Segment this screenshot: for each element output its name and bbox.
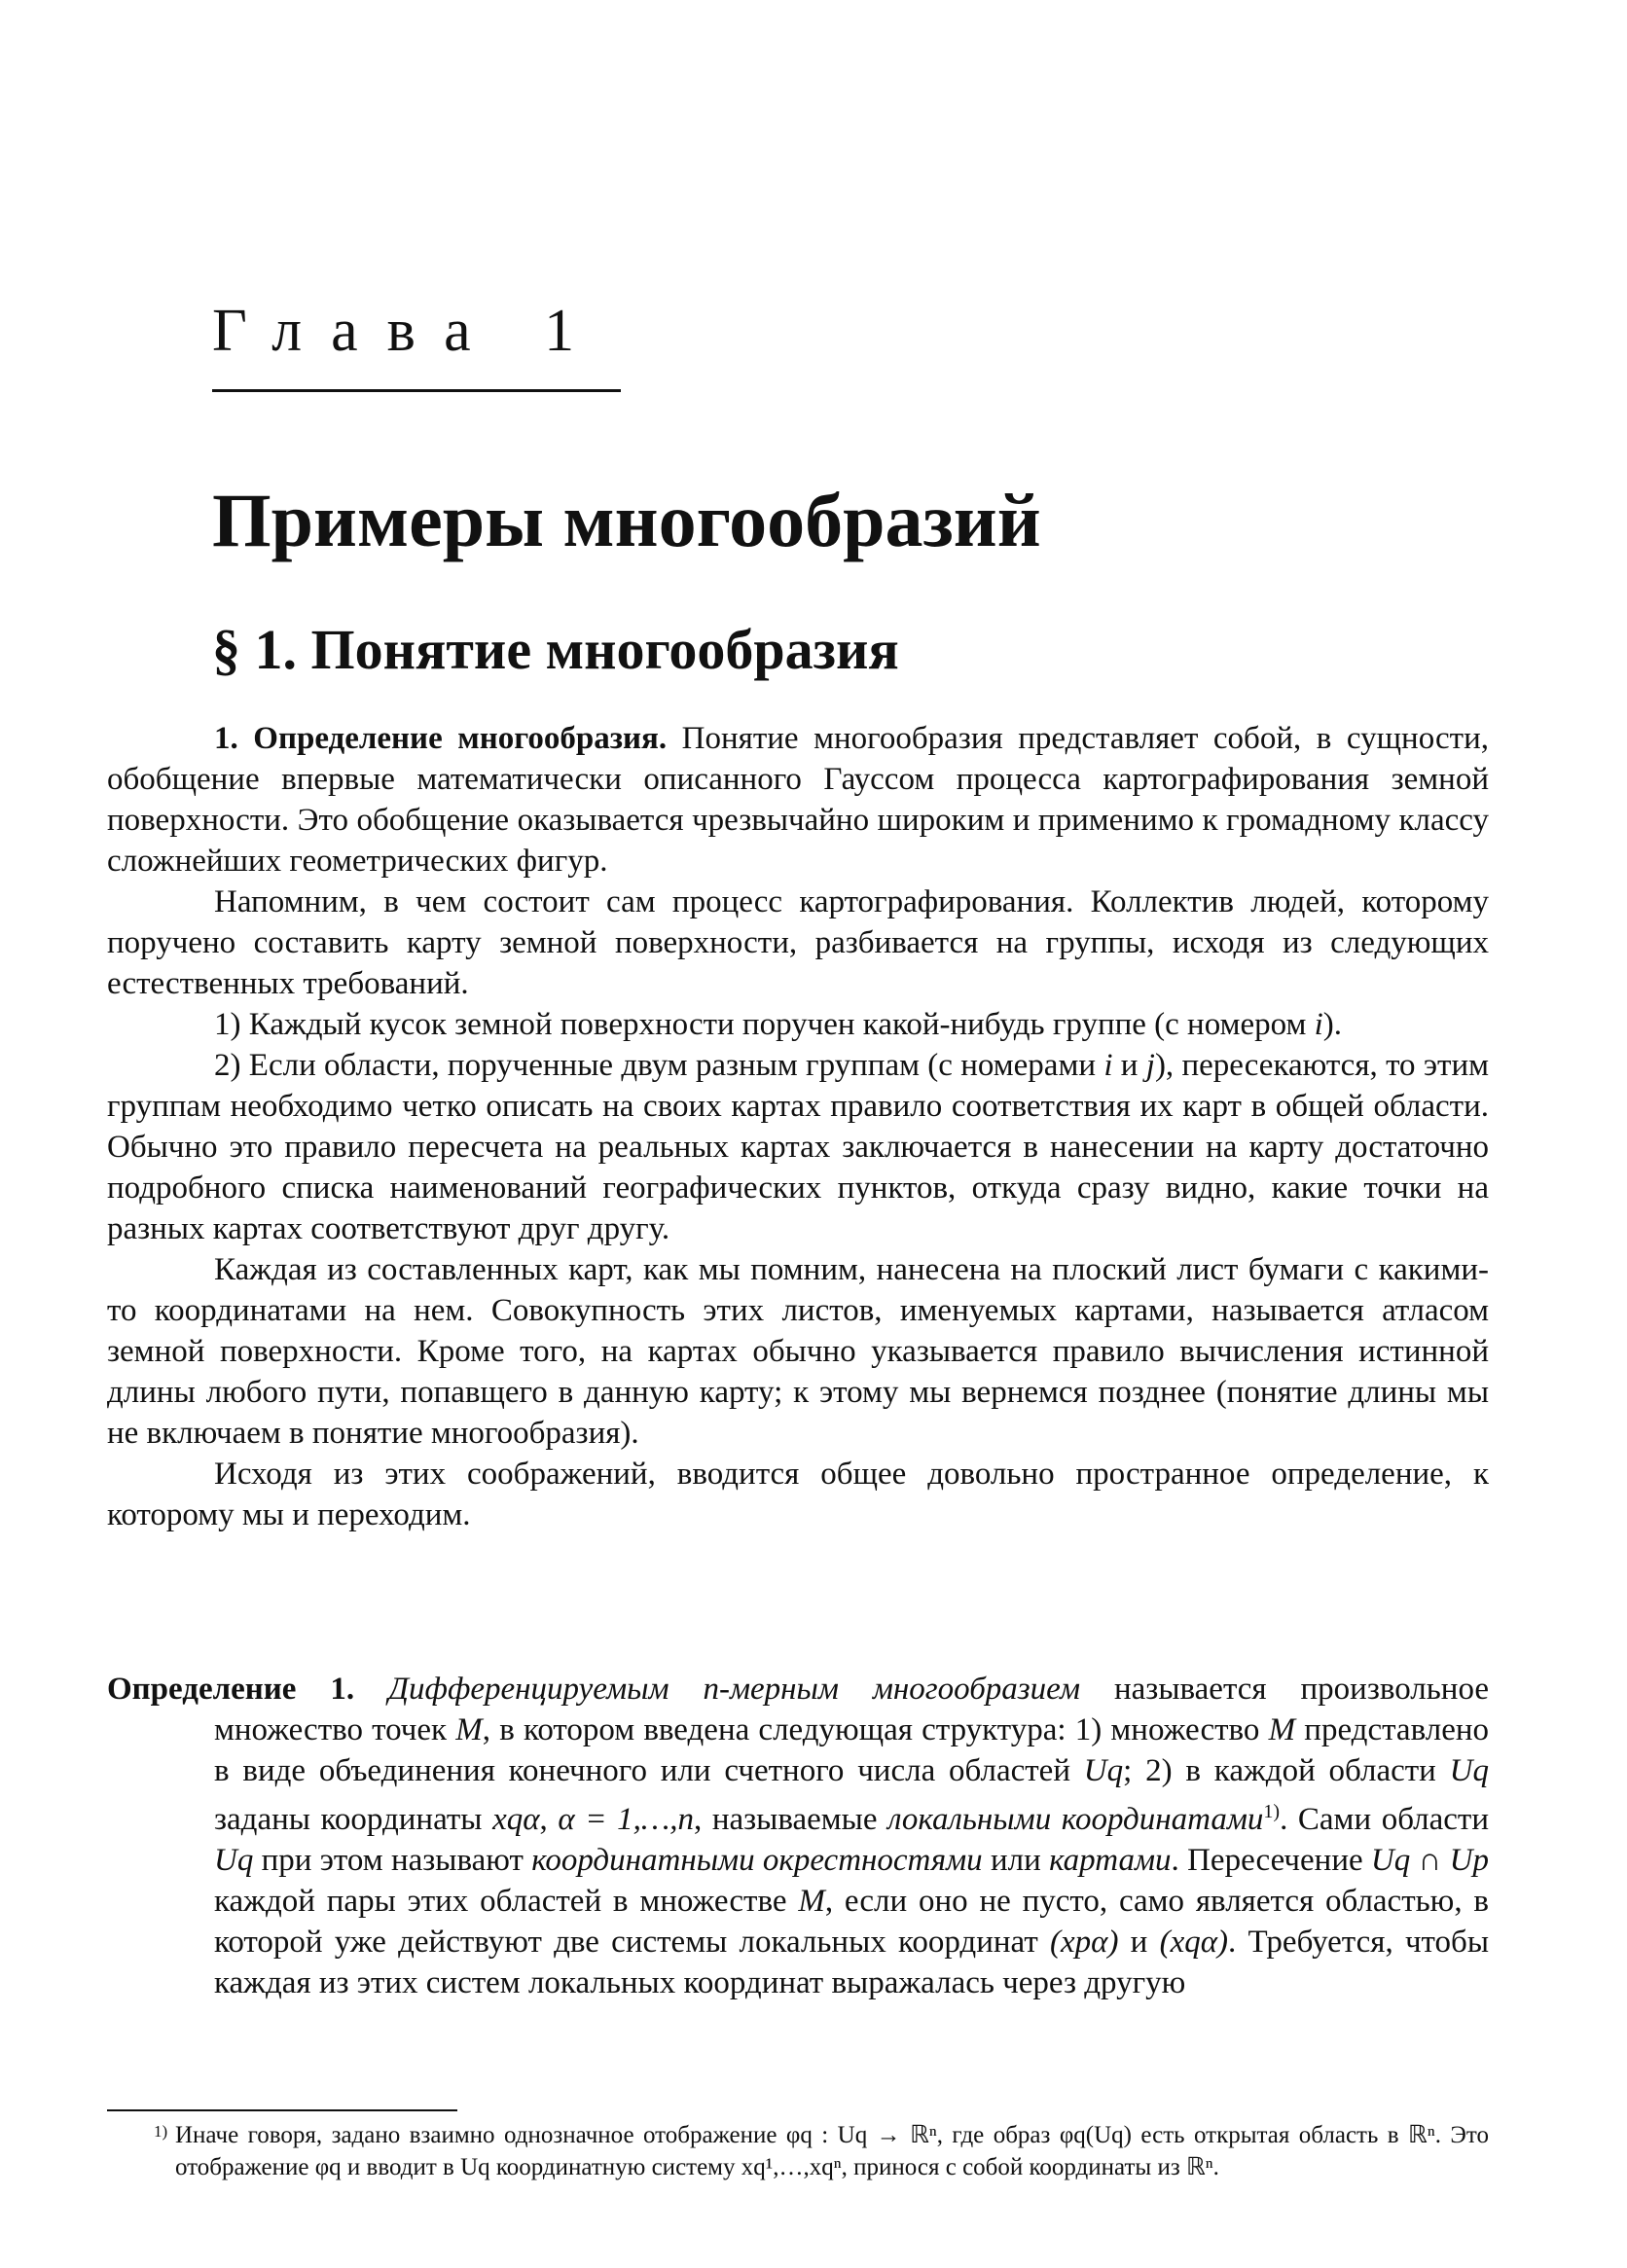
def-term: картами	[1049, 1843, 1172, 1878]
paragraph-6: Исходя из этих соображений, вводится общее довольно пространное определение, к которому мы и переходим.	[107, 1457, 1489, 1532]
definition-1	[107, 1669, 1489, 2003]
paragraph-text: ), пересекаются, то этим группам необходимо четко описать на своих картах правило соответствия их карт в общей области. Обычно это правило пересчета на реальных картах заключается в нанесении на карту достаточно подробного списка наименований географических пунктов, откуда сразу видно, какие точки на разных картах соответствуют друг другу.	[107, 1048, 1489, 1246]
footnote-mark: 1)	[154, 2122, 168, 2141]
chapter-title: Примеры многообразий	[212, 478, 1041, 562]
def-term: Дифференцируемым n-мерным многообразием	[388, 1672, 1081, 1707]
def-term: локальными координатами	[887, 1802, 1264, 1837]
chapter-label: Глава 1	[212, 298, 604, 364]
definition-head: Определение 1.	[107, 1672, 355, 1707]
math-var: (xpα)	[1049, 1925, 1119, 1960]
paragraph-4	[107, 1045, 1489, 1249]
math-var: i	[1103, 1048, 1113, 1083]
math-var: (xqα)	[1159, 1925, 1229, 1960]
paragraph-text: Понятие многообразия представляет собой, в сущности, обобщение впервые математически описанного Гауссом процесса картографирования земной поверхности. Это обобщение оказывается чрезвычайно широким и применимо к громадному классу сложнейших геометрических фигур.	[107, 721, 1489, 879]
def-text: ,	[539, 1802, 559, 1837]
paragraph-lead: 1. Определение многообразия.	[214, 721, 668, 756]
def-text: . Сами области	[1280, 1802, 1490, 1837]
paragraph-3	[107, 1004, 1489, 1045]
def-text: представлено в виде объединения конечного или счетного числа областей	[214, 1712, 1489, 1788]
section-title: § 1. Понятие многообразия	[212, 618, 899, 681]
def-text: , называемые	[694, 1802, 888, 1837]
math-var: Uq	[1449, 1753, 1489, 1788]
def-text: или	[982, 1843, 1050, 1878]
def-text: , в котором введена следующая структура: 1) множество	[482, 1712, 1269, 1747]
math-var: Uq	[214, 1843, 254, 1878]
footnote-ref[interactable]: 1)	[1263, 1801, 1281, 1822]
def-text: каждой пары этих областей в множестве	[214, 1884, 799, 1919]
def-text: заданы координаты	[214, 1802, 493, 1837]
paragraph-text: и	[1112, 1048, 1146, 1083]
def-text: . Требуется, чтобы каждая из этих систем локальных координат выражалась через другую	[214, 1925, 1489, 2000]
paragraph-text: ).	[1322, 1007, 1343, 1042]
def-text: и	[1118, 1925, 1160, 1960]
footnote-text: Иначе говоря, задано взаимно однозначное отображение φq : Uq → ℝⁿ, где образ φq(Uq) есть открытая область в ℝⁿ. Это отображение φq и вводит в Uq координатную систему xq¹,…,xqⁿ, принося с собой координаты из ℝⁿ.	[175, 2122, 1489, 2180]
math-var: xqα	[492, 1802, 540, 1837]
math-var: Uq	[1083, 1753, 1124, 1788]
footnote	[154, 2119, 1489, 2183]
paragraph-text: 2) Если области, порученные двум разным группам (с номерами	[214, 1048, 1104, 1083]
math-var: i	[1314, 1007, 1323, 1042]
paragraph-text: 1) Каждый кусок земной поверхности поручен какой-нибудь группе (с номером	[214, 1007, 1315, 1042]
paragraph-1	[107, 718, 1489, 882]
footnote-rule	[107, 2109, 457, 2111]
def-text: , если оно не пусто, само является областью, в которой уже действуют две системы локальных координат	[214, 1884, 1489, 1960]
definition-body	[107, 1669, 1490, 2003]
paragraph-5: Каждая из составленных карт, как мы помним, нанесена на плоский лист бумаги с какими-то координатами на нем. Совокупность этих листов, именуемых картами, называется атласом земной поверхности. Кроме того, на картах обычно указывается правило вычисления истинной длины любого пути, попавщего в данную карту; к этому мы вернемся позднее (понятие длины мы не включаем в понятие многообразия).	[107, 1252, 1489, 1451]
math-var: M	[798, 1884, 825, 1919]
math-var: M	[1268, 1712, 1296, 1747]
math-var: α = 1,…,n	[558, 1802, 694, 1837]
body-text	[107, 718, 1489, 1535]
math-var: Uq ∩ Up	[1370, 1843, 1489, 1878]
math-var: M	[455, 1712, 483, 1747]
math-var: j	[1145, 1048, 1155, 1083]
def-text: ; 2) в каждой области	[1123, 1753, 1450, 1788]
paragraph-2: Напомним, в чем состоит сам процесс картографирования. Коллектив людей, которому поручено составить карту земной поверхности, разбивается на группы, исходя из следующих естественных требований.	[107, 884, 1489, 1001]
chapter-rule	[212, 389, 621, 392]
def-text: . Пересечение	[1171, 1843, 1371, 1878]
def-text: при этом называют	[253, 1843, 532, 1878]
def-term: координатными окрестностями	[531, 1843, 983, 1878]
def-text: называется произвольное множество точек	[214, 1672, 1490, 1747]
